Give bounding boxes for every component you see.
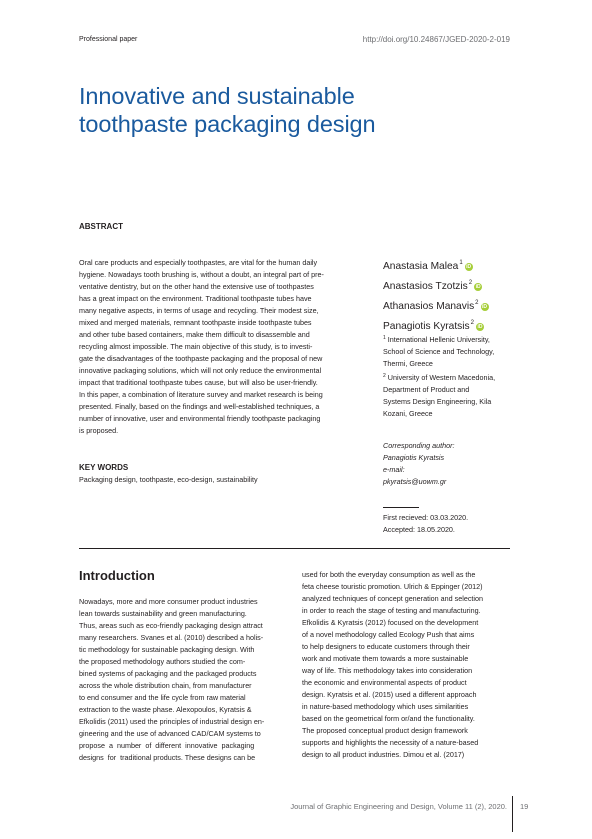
text-line: many researchers. Svanes et al. (2010) described a holis- <box>79 633 264 642</box>
text-line: and other tube based containers, make them difficult to disassemble and <box>79 330 310 339</box>
text-line: in order to reach the stage of testing and manufacturing. <box>302 606 481 615</box>
text-line: number of innovative, user and environmental friendly toothpaste packaging <box>79 414 321 423</box>
paper-title <box>79 82 479 138</box>
corresponding-label: Corresponding author: <box>383 441 455 450</box>
text-line: work and motivate them towards a more sustainable <box>302 654 469 663</box>
affiliations <box>383 332 523 420</box>
dates <box>383 512 468 536</box>
email-link[interactable]: pkyratsis@uowm.gr <box>383 477 447 486</box>
received-date: First recieved: 03.03.2020. <box>383 513 469 522</box>
page-number: 19 <box>520 802 529 811</box>
footer-divider <box>512 796 513 832</box>
author-name: Athanasios Manavis <box>383 301 475 312</box>
introduction-heading: Introduction <box>79 568 155 583</box>
text-line: innovative packaging solutions, which will not only reduce the environmental <box>79 366 322 375</box>
orcid-icon[interactable]: iD <box>475 284 481 290</box>
accepted-date: Accepted: 18.05.2020. <box>383 525 455 534</box>
text-line: the proposed methodology authors studied the com- <box>79 657 246 666</box>
text-line: to end consumer and the life cycle from raw material <box>79 693 246 702</box>
text-line: presented. Finally, based on the findings and well-established techniques, a <box>79 402 320 411</box>
journal-footer: Journal of Graphic Engineering and Design, Volume 11 (2), 2020. <box>290 802 507 811</box>
author <box>383 295 489 315</box>
abstract-heading: ABSTRACT <box>79 222 123 231</box>
text-line: gineering and the use of advanced CAD/CAM systems to <box>79 729 261 738</box>
text-line: way of life. This methodology takes into consideration <box>302 666 473 675</box>
intro-column-2 <box>302 569 514 761</box>
section-divider <box>79 548 510 549</box>
author-list <box>383 255 489 335</box>
text-line: to help designers to educate customers through their <box>302 642 470 651</box>
text-line: Nowadays, more and more consumer product industries <box>79 597 258 606</box>
text-line: the economic and environmental aspects of product <box>302 678 467 687</box>
text-line: designs for traditional products. These designs can be <box>79 753 256 762</box>
intro-column-1 <box>79 596 291 764</box>
text-line: many negative aspects, in terms of usage and recycling. Their modest size, <box>79 306 319 315</box>
affiliation-1: $^1$ International Hellenic University, School of Science and Technology, Thermi, Greece <box>383 335 495 368</box>
divider <box>383 507 419 508</box>
author-name: Panagiotis Kyratsis <box>383 321 470 332</box>
text-line: supports and highlights the necessity of a nature-based <box>302 738 479 747</box>
corresponding-name: Panagiotis Kyratsis <box>383 453 445 462</box>
text-line: based on the geometrical form or/and the functionality. <box>302 714 475 723</box>
text-line: gate the disadvantages of the toothpaste packaging and the proposal of new <box>79 354 323 363</box>
text-line: Efkolidis & Kyratsis (2012) focused on the development <box>302 618 479 627</box>
author-affiliation: 2 <box>468 280 473 286</box>
text-line: design to all product industries. Dimou et al. (2017) <box>302 750 465 759</box>
affiliation-2: $^2$ University of Western Macedonia, Department of Product and Systems Design Engineering, Kila Kozani, Greece <box>383 373 496 418</box>
text-line: in nature-based methodology which uses similarities <box>302 702 469 711</box>
text-line: extraction to the waste phase. Alexopoulos, Kyratsis & <box>79 705 252 714</box>
text-line: bined systems of packaging and the packaged products <box>79 669 257 678</box>
author-affiliation: 2 <box>470 320 474 326</box>
author <box>383 255 489 275</box>
author <box>383 275 489 295</box>
text-line: Oral care products and especially toothpastes, are vital for the human daily <box>79 258 318 267</box>
orcid-icon[interactable]: iD <box>466 264 472 270</box>
title-line: Innovative and sustainable <box>79 83 355 109</box>
abstract-body <box>79 257 364 437</box>
author-affiliation: 2 <box>475 300 479 306</box>
text-line: has a great impact on the environment. Traditional toothpaste tubes have <box>79 294 312 303</box>
text-line: design. Kyratsis et al. (2015) used a different approach <box>302 690 477 699</box>
text-line: impact that traditional toothpaste tubes cause, but will also be user-friendly. <box>79 378 318 387</box>
text-line: analyzed techniques of concept generation and selection <box>302 594 484 603</box>
text-line: of a novel methodology called Ecology Push that aims <box>302 630 475 639</box>
text-line: Thus, areas such as eco-friendly packaging design attract <box>79 621 263 630</box>
author-name: Anastasios Tzotzis <box>383 281 468 292</box>
text-line: recycling almost impossible. The main objective of this study, is to investi- <box>79 342 313 351</box>
text-line: across the whole distribution chain, from manufacturer <box>79 681 252 690</box>
text-line: Efkolidis (2011) used the principles of industrial design en- <box>79 717 265 726</box>
text-line: In this paper, a combination of literature survey and market research is being <box>79 390 323 399</box>
orcid-icon[interactable]: iD <box>482 304 488 310</box>
text-line: ventative dentistry, but on the other hand the extensive use of toothpastes <box>79 282 314 291</box>
text-line: The proposed conceptual product design framework <box>302 726 468 735</box>
title-line: toothpaste packaging design <box>79 111 376 137</box>
text-line: tic methodology for sustainable packaging design. With <box>79 645 255 654</box>
author-name: Anastasia Malea <box>383 261 459 272</box>
orcid-icon[interactable]: iD <box>477 324 483 330</box>
author-affiliation: 1 <box>459 260 463 266</box>
text-line: used for both the everyday consumption as well as the <box>302 570 476 579</box>
keywords-heading: KEY WORDS <box>79 463 129 472</box>
text-line: lean towards sustainability and green manufacturing. <box>79 609 247 618</box>
email-label: e-mail: <box>383 465 405 474</box>
text-line: feta cheese touristic promotion. Ulrich & Eppinger (2012) <box>302 582 483 591</box>
text-line: propose a number of different innovative packaging <box>79 741 255 750</box>
text-line: mixed and merged materials, remnant toothpaste inside toothpaste tubes <box>79 318 312 327</box>
doi-link[interactable]: http://doi.org/10.24867/JGED-2020-2-019 <box>362 35 510 44</box>
corresponding-author <box>383 440 455 488</box>
text-line: is proposed. <box>79 426 119 435</box>
keywords-text: Packaging design, toothpaste, eco-design, sustainability <box>79 475 258 484</box>
paper-type: Professional paper <box>79 36 138 43</box>
text-line: hygiene. Nowadays tooth brushing is, without a doubt, an integral part of pre- <box>79 270 324 279</box>
